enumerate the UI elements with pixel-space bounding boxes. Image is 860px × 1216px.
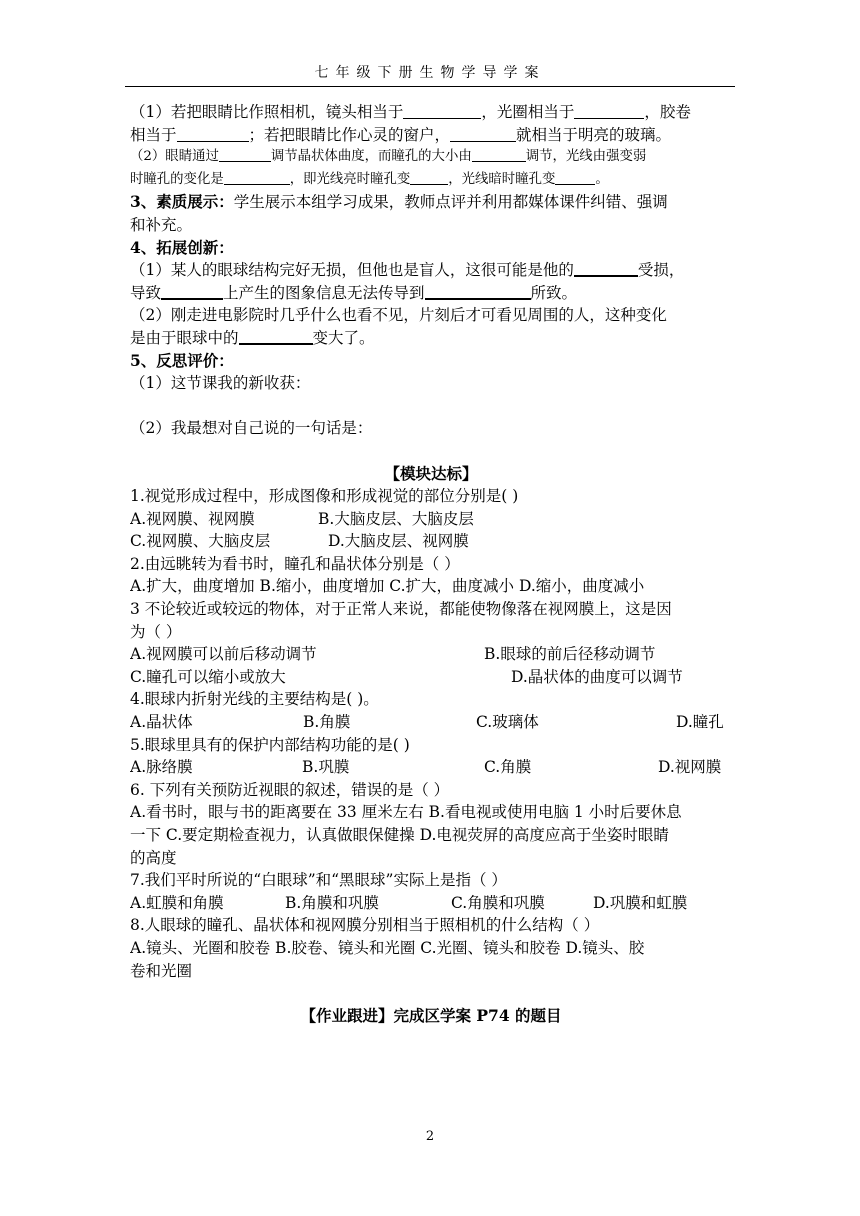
options-row	[130, 530, 732, 553]
homework-text: 完成区学案 P74 的题目	[393, 1005, 562, 1025]
text: ，光线暗时瞳孔变	[448, 171, 556, 187]
text: 受损，	[637, 261, 685, 280]
text: 变大了。	[312, 328, 375, 347]
text: （1）若把眼睛比作照相机，镜头相当于	[130, 103, 404, 121]
answer-blank[interactable]	[219, 146, 271, 162]
options-row	[130, 892, 732, 915]
text: （1）某人的眼球结构完好无损，但他也是盲人，这很可能是他的	[130, 261, 574, 280]
option: D.瞳孔	[676, 713, 724, 732]
answer-blank[interactable]	[574, 103, 644, 119]
option: B.角膜和巩膜	[285, 893, 379, 912]
answer-blank[interactable]	[574, 260, 638, 277]
question: 1.视觉形成过程中，形成图像和形成视觉的部位分别是( )	[130, 487, 519, 506]
options-row	[130, 711, 732, 734]
text: ；若把眼睛比作心灵的窗户，	[248, 125, 451, 144]
options-row	[130, 508, 732, 531]
fill-line	[130, 101, 732, 124]
option: C.视网膜、大脑皮层	[130, 532, 271, 551]
option: C.玻璃体	[476, 713, 539, 732]
option: A.晶状体	[130, 713, 193, 732]
text: ，即光线亮时瞳孔变	[289, 171, 411, 187]
homework-label: 【作业跟进】	[300, 1005, 394, 1025]
question-options: A.镜头、光圈和胶卷 B.胶卷、镜头和光圈 C.光圈、镜头和胶卷 D.镜头、胶	[130, 938, 645, 957]
option: D.视网膜	[658, 758, 722, 777]
fill-line	[130, 169, 732, 192]
option: A.虹膜和角膜	[130, 893, 224, 912]
options-row: A.扩大，曲度增加 B.缩小，曲度增加 C.扩大，曲度减小 D.缩小，曲度减小	[130, 577, 645, 596]
reflection-prompt: （1）这节课我的新收获：	[130, 374, 311, 393]
question: 8.人眼球的瞳孔、晶状体和视网膜分别相当于照相机的什么结构（ ）	[130, 916, 600, 935]
text: 是由于眼球中的	[130, 328, 239, 347]
text: 上产生的图象信息无法传导到	[223, 283, 425, 302]
question: 4.眼球内折射光线的主要结构是( )。	[130, 690, 379, 709]
header-rule	[125, 86, 735, 87]
question: 3 不论较近或较远的物体，对于正常人来说，都能使物像落在视网膜上，这是因	[130, 600, 672, 619]
text-line: 和补充。	[130, 215, 193, 234]
option: B.眼球的前后径移动调节	[484, 645, 656, 664]
option: C.瞳孔可以缩小或放大	[130, 667, 286, 686]
fill-line	[130, 282, 732, 305]
options-row	[130, 666, 732, 689]
module-title: 【模块达标】	[384, 463, 478, 483]
text: 调节晶状体曲度，而瞳孔的大小由	[270, 149, 472, 165]
answer-blank[interactable]	[555, 169, 595, 185]
text: （2）眼睛通过	[130, 149, 219, 165]
option: D.晶状体的曲度可以调节	[511, 667, 683, 686]
answer-blank[interactable]	[425, 283, 531, 300]
question: 为（ ）	[130, 622, 182, 641]
option: B.大脑皮层、大脑皮层	[318, 509, 474, 528]
option: A.脉络膜	[130, 758, 193, 777]
answer-blank[interactable]	[403, 103, 481, 119]
option: C.角膜和巩膜	[451, 893, 545, 912]
options-row	[130, 643, 732, 666]
text: 。	[595, 171, 609, 187]
answer-blank[interactable]	[450, 126, 516, 142]
options-row	[130, 756, 732, 779]
fill-line	[130, 146, 732, 169]
answer-blank[interactable]	[410, 169, 448, 185]
option: D.巩膜和虹膜	[593, 893, 688, 912]
option: B.巩膜	[302, 758, 350, 777]
answer-blank[interactable]	[239, 328, 313, 345]
page-content	[130, 101, 732, 1027]
text-line: （2）刚走进电影院时几乎什么也看不见，片刻后才可看见周围的人，这种变化	[130, 306, 667, 325]
section-line	[130, 191, 732, 214]
text: 导致	[130, 283, 162, 302]
question-options: 一下 C.要定期检查视力，认真做眼保健操 D.电视荧屏的高度应高于坐姿时眼睛	[130, 826, 669, 844]
fill-line	[130, 259, 732, 282]
text: 学生展示本组学习成果，教师点评并利用都媒体课件纠错、强调	[233, 193, 668, 212]
question: 6. 下列有关预防近视眼的叙述，错误的是（ ）	[130, 780, 450, 799]
text: ，胶卷	[644, 103, 691, 121]
option: C.角膜	[484, 758, 532, 777]
text: ，光圈相当于	[481, 103, 575, 121]
question: 2.由远眺转为看书时，瞳孔和晶状体分别是（ ）	[130, 554, 460, 573]
section-heading: 3、素质展示：	[130, 192, 234, 212]
page-header: 七年级下册生物学导学案	[314, 65, 546, 81]
question: 5.眼球里具有的保护内部结构功能的是( )	[130, 735, 410, 754]
option: B.角膜	[303, 713, 351, 732]
option: A.视网膜可以前后移动调节	[130, 645, 317, 664]
question-options: 卷和光圈	[130, 961, 193, 980]
text: 相当于	[130, 125, 177, 144]
answer-blank[interactable]	[177, 126, 249, 142]
option: A.视网膜、视网膜	[130, 509, 255, 528]
fill-line	[130, 124, 732, 147]
reflection-prompt: （2）我最想对自己说的一句话是：	[130, 419, 373, 438]
answer-blank[interactable]	[472, 146, 526, 162]
text: 所致。	[530, 283, 578, 302]
section-heading: 5、反思评价：	[130, 350, 234, 370]
answer-blank[interactable]	[224, 169, 290, 185]
question: 7.我们平时所说的“白眼球”和“黑眼球”实际上是指（ ）	[130, 871, 507, 890]
question-options: 的高度	[130, 848, 177, 867]
answer-blank[interactable]	[161, 283, 223, 300]
text: 调节，光线由强变弱	[525, 149, 647, 165]
text: 时瞳孔的变化是	[130, 171, 224, 187]
section-heading: 4、拓展创新：	[130, 237, 234, 257]
homework-line	[130, 1005, 732, 1028]
page-number: 2	[425, 1129, 435, 1144]
question-options: A.看书时，眼与书的距离要在 33 厘米左右 B.看电视或使用电脑 1 小时后要休息	[130, 803, 682, 822]
fill-line	[130, 327, 732, 350]
option: D.大脑皮层、视网膜	[328, 532, 469, 551]
text: 就相当于明亮的玻璃。	[516, 125, 672, 144]
